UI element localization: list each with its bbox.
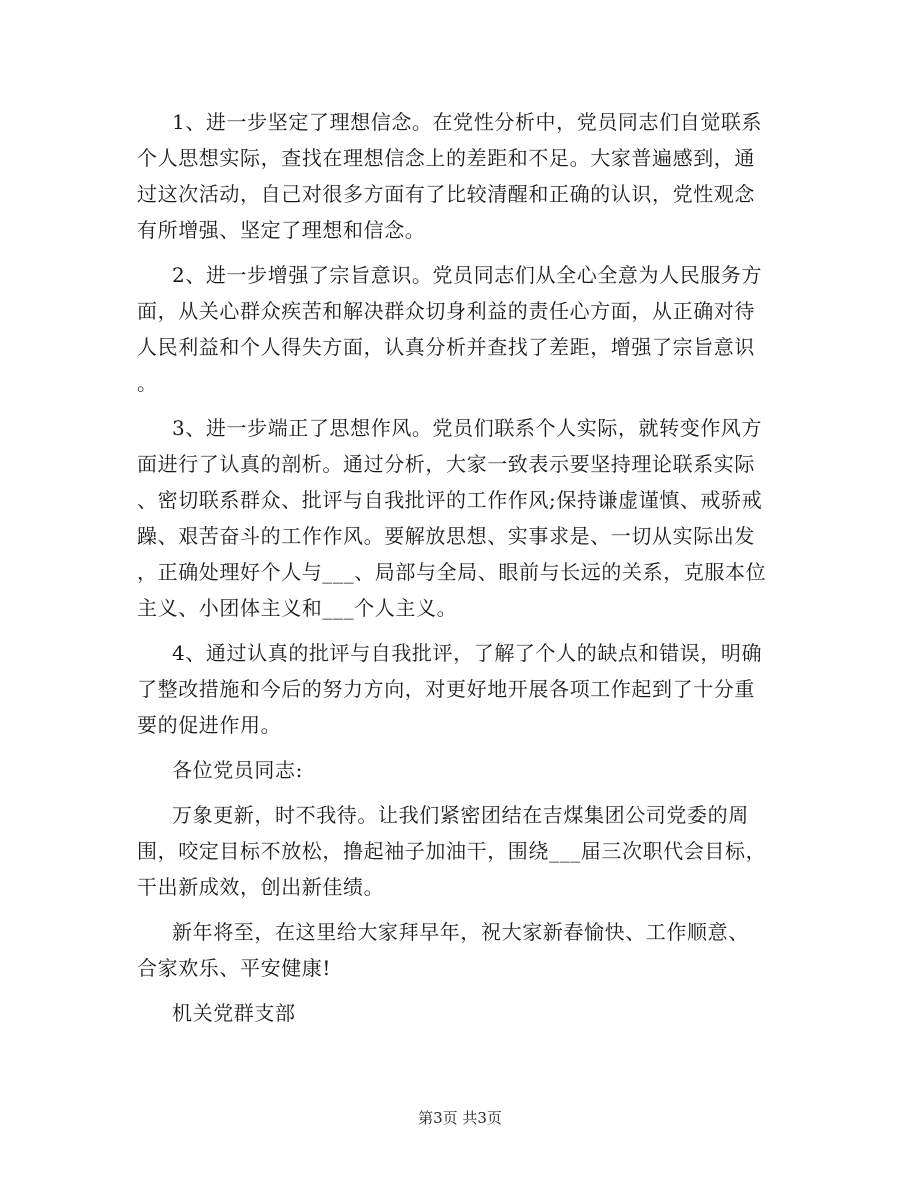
paragraph-gap	[137, 743, 783, 752]
paragraph-item-2	[137, 257, 783, 401]
text-line: 面，从关心群众疾苦和解决群众切身利益的责任心方面，从正确对待	[137, 299, 755, 323]
text-line: 过这次活动，自己对很多方面有了比较清醒和正确的认识，党性观念	[137, 182, 755, 206]
text-line: 新年将至，在这里给大家拜早年，祝大家新春愉快、工作顺意、	[172, 920, 749, 944]
text-line: 、密切联系群众、批评与自我批评的工作作风;保持谦虚谨慎、戒骄戒	[137, 488, 763, 512]
text-line: 有所增强、坚定了理想和信念。	[137, 218, 426, 242]
paragraph-gap	[137, 401, 783, 410]
text-line: 2、进一步增强了宗旨意识。党员同志们从全心全意为人民服务方	[172, 263, 763, 287]
paragraph-salutation	[137, 752, 783, 788]
paragraph-gap	[137, 248, 783, 257]
text-line: 干出新成效，创出新佳绩。	[137, 875, 385, 899]
text-line: 个人思想实际，查找在理想信念上的差距和不足。大家普遍感到，通	[137, 146, 755, 170]
text-line: 1、进一步坚定了理想信念。在党性分析中，党员同志们自觉联系	[172, 110, 763, 134]
paragraph-item-3	[137, 410, 783, 626]
text-line: 躁、艰苦奋斗的工作作风。要解放思想、实事求是、一切从实际出发	[137, 524, 755, 548]
text-line: 3、进一步端正了思想作风。党员们联系个人实际，就转变作风方	[172, 416, 763, 440]
paragraph-signature	[137, 995, 783, 1031]
text-line: 人民利益和个人得失方面，认真分析并查找了差距，增强了宗旨意识	[137, 335, 755, 359]
text-line: 4、通过认真的批评与自我批评，了解了个人的缺点和错误，明确	[172, 641, 763, 665]
text-line: 了整改措施和今后的努力方向，对更好地开展各项工作起到了十分重	[137, 677, 755, 701]
text-line: 合家欢乐、平安健康!	[137, 956, 332, 980]
page-footer: 第3页 共3页	[418, 1109, 502, 1127]
text-line: 主义、小团体主义和___个人主义。	[137, 596, 458, 620]
text-line: 万象更新，时不我待。让我们紧密团结在吉煤集团公司党委的周	[172, 803, 749, 827]
text-line: 机关党群支部	[172, 1001, 296, 1025]
paragraph-item-1	[137, 104, 783, 248]
text-line: 。	[137, 371, 158, 395]
text-line: 围，咬定目标不放松，撸起袖子加油干，围绕___届三次职代会目标，	[137, 839, 767, 863]
paragraph-new-year-wishes	[137, 914, 783, 986]
paragraph-gap	[137, 905, 783, 914]
text-line: ，正确处理好个人与___、局部与全局、眼前与长远的关系，克服本位	[137, 560, 767, 584]
paragraph-gap	[137, 626, 783, 635]
text-line: 面进行了认真的剖析。通过分析，大家一致表示要坚持理论联系实际	[137, 452, 755, 476]
paragraph-gap	[137, 986, 783, 995]
paragraph-call-to-action	[137, 797, 783, 905]
document-body	[137, 104, 783, 1031]
paragraph-gap	[137, 788, 783, 797]
text-line: 各位党员同志:	[172, 758, 303, 782]
text-line: 要的促进作用。	[137, 713, 282, 737]
paragraph-item-4	[137, 635, 783, 743]
